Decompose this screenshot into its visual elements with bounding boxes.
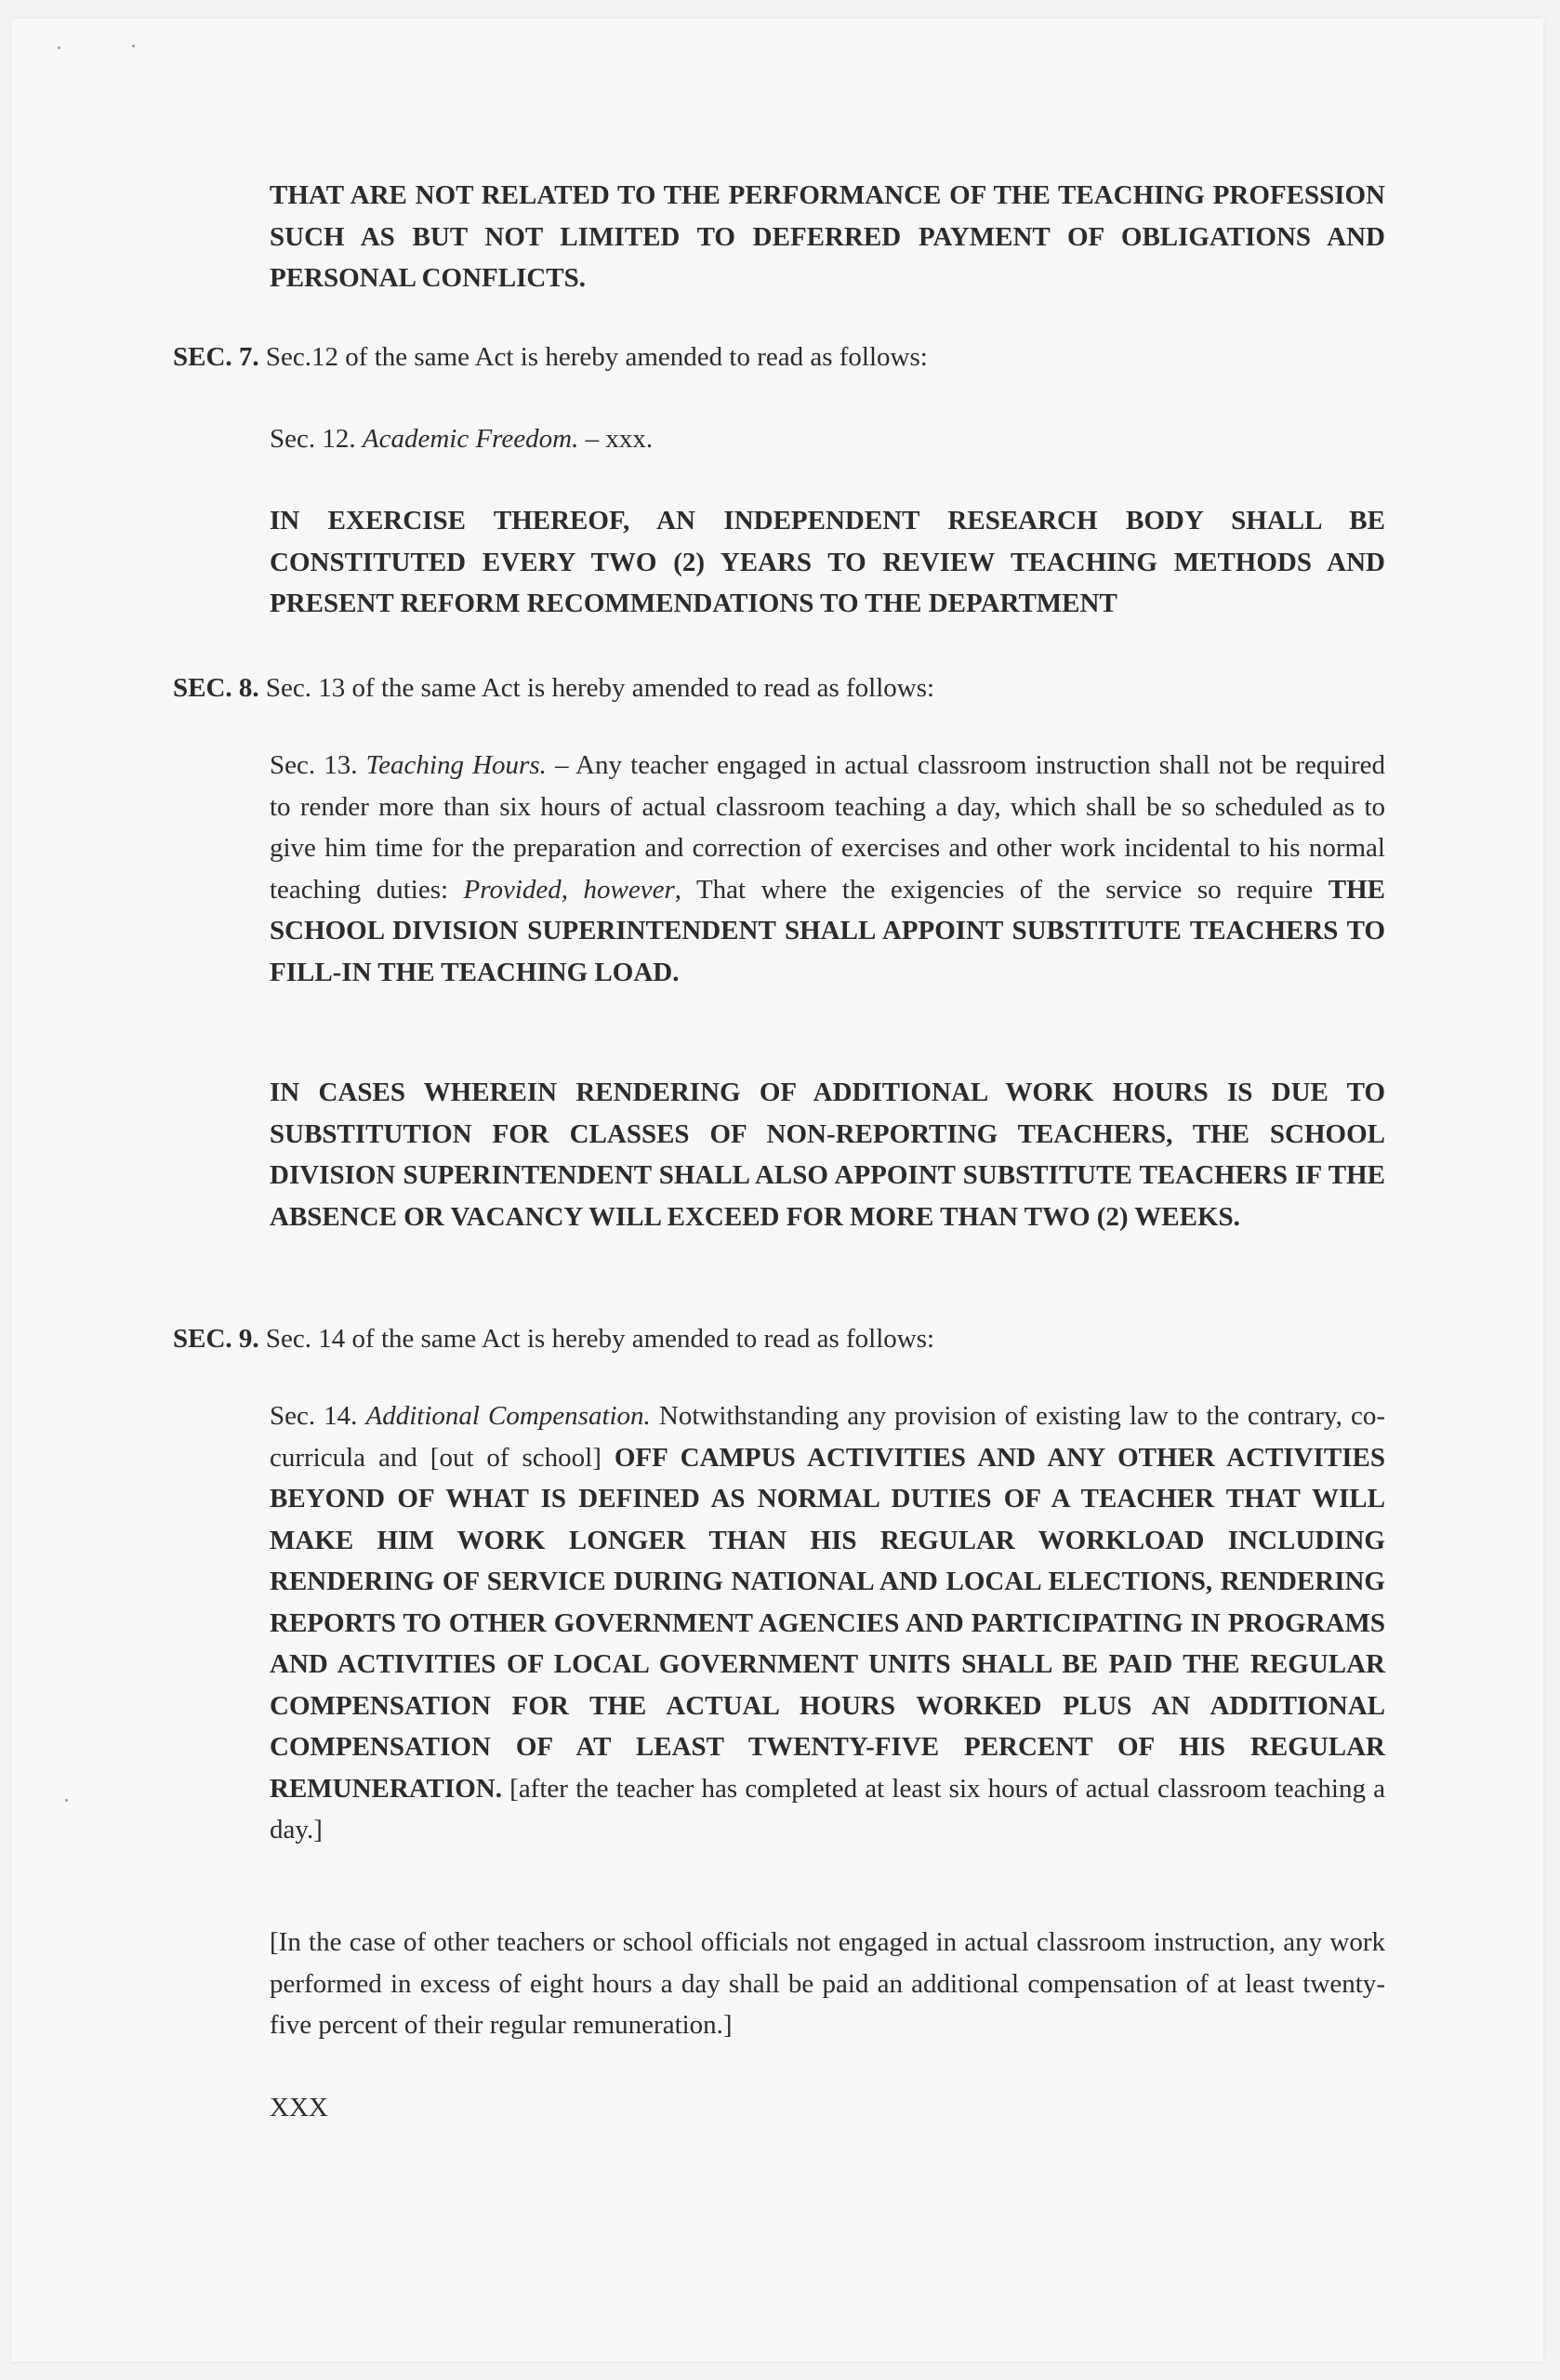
scan-speck <box>132 45 135 47</box>
section-8-label: SEC. 8. <box>173 673 259 703</box>
section-12-tail: – xxx. <box>578 424 654 454</box>
section-13-number: Sec. 13. <box>270 750 366 780</box>
section-14-title: Additional Compensation. <box>365 1401 651 1431</box>
section-12-amendment: IN EXERCISE THEREOF, AN INDEPENDENT RESEARCH BODY SHALL BE CONSTITUTED EVERY TWO (2) YEARS TO REVIEW TEACHING METHODS AND PRESENT REFORM RECOMMENDATIONS TO THE DEPARTMENT <box>270 506 1385 618</box>
section-13-additional-amendment: IN CASES WHEREIN RENDERING OF ADDITIONAL WORK HOURS IS DUE TO SUBSTITUTION FOR CLASSES OF NON-REPORTING TEACHERS, THE SCHOOL DIVISION SUPERINTENDENT SHALL ALSO APPOINT SUBSTITUTE TEACHERS IF THE ABSENCE OR VACANCY WILL EXCEED FOR MORE THAN TWO (2) WEEKS. <box>270 1078 1385 1232</box>
section-7-label: SEC. 7. <box>173 342 259 372</box>
section-9-intro <box>173 1318 1382 1360</box>
section-8-intro-text: Sec. 13 of the same Act is hereby amended to read as follows: <box>258 673 935 703</box>
section-14-tail: [after the teacher has completed at least six hours of actual classroom teaching a day.] <box>270 1773 1385 1844</box>
section-13-proviso: Provided, however <box>463 874 675 905</box>
section-12-heading <box>270 418 1385 460</box>
section-13-paragraph <box>270 745 1385 993</box>
section-12-number: Sec. 12. <box>270 424 363 454</box>
closing-marker: XXX <box>270 2093 328 2122</box>
section-13-title: Teaching Hours. <box>365 750 547 780</box>
section-14-second-paragraph: [In the case of other teachers or school officials not engaged in actual classroom instruction, any work performed in excess of eight hours a day shall be paid an additional compensation of at least twenty-five percent of their regular remuneration.] <box>270 1927 1385 2040</box>
section-9-label: SEC. 9. <box>173 1324 259 1354</box>
section-12-title: Academic Freedom. <box>362 424 579 454</box>
section-8-intro <box>173 668 1382 709</box>
section-13-text: – Any teacher engaged in actual classroom instruction shall not be required to render more than six hours of actual classroom teaching a day, which shall be so scheduled as to give him time for the preparation and correction of exercises and other work incidental to his normal teaching duties: <box>270 750 1386 905</box>
section-14-paragraph <box>270 1395 1385 1851</box>
section-14-number: Sec. 14. <box>270 1401 366 1431</box>
section-13-amendment: THE SCHOOL DIVISION SUPERINTENDENT SHALL APPOINT SUBSTITUTE TEACHERS TO FILL-IN THE TEACHING LOAD. <box>270 874 1385 987</box>
continuation-paragraph: THAT ARE NOT RELATED TO THE PERFORMANCE OF THE TEACHING PROFESSION SUCH AS BUT NOT LIMITED TO DEFERRED PAYMENT OF OBLIGATIONS AND PERSONAL CONFLICTS. <box>270 180 1385 293</box>
section-13-text-continued: , That where the exigencies of the service so require <box>674 874 1329 905</box>
section-14-amendment: OFF CAMPUS ACTIVITIES AND ANY OTHER ACTIVITIES BEYOND OF WHAT IS DEFINED AS NORMAL DUTIES OF A TEACHER THAT WILL MAKE HIM WORK LONGER THAN HIS REGULAR WORKLOAD INCLUDING RENDERING OF SERVICE DURING NATIONAL AND LOCAL ELECTIONS, RENDERING REPORTS TO OTHER GOVERNMENT AGENCIES AND PARTICIPATING IN PROGRAMS AND ACTIVITIES OF LOCAL GOVERNMENT UNITS SHALL BE PAID THE REGULAR COMPENSATION FOR THE ACTUAL HOURS WORKED PLUS AN ADDITIONAL COMPENSATION OF AT LEAST TWENTY-FIVE PERCENT OF HIS REGULAR REMUNERATION. <box>270 1442 1385 1804</box>
section-9-intro-text: Sec. 14 of the same Act is hereby amended to read as follows: <box>258 1324 935 1354</box>
section-14-text: Notwithstanding any provision of existing law to the contrary, co-curricula and [out of school] <box>270 1401 1386 1473</box>
scan-speck <box>65 1799 68 1802</box>
section-7-intro <box>173 337 1382 378</box>
section-7-intro-text: Sec.12 of the same Act is hereby amended to read as follows: <box>258 342 928 372</box>
scan-speck <box>58 46 60 49</box>
